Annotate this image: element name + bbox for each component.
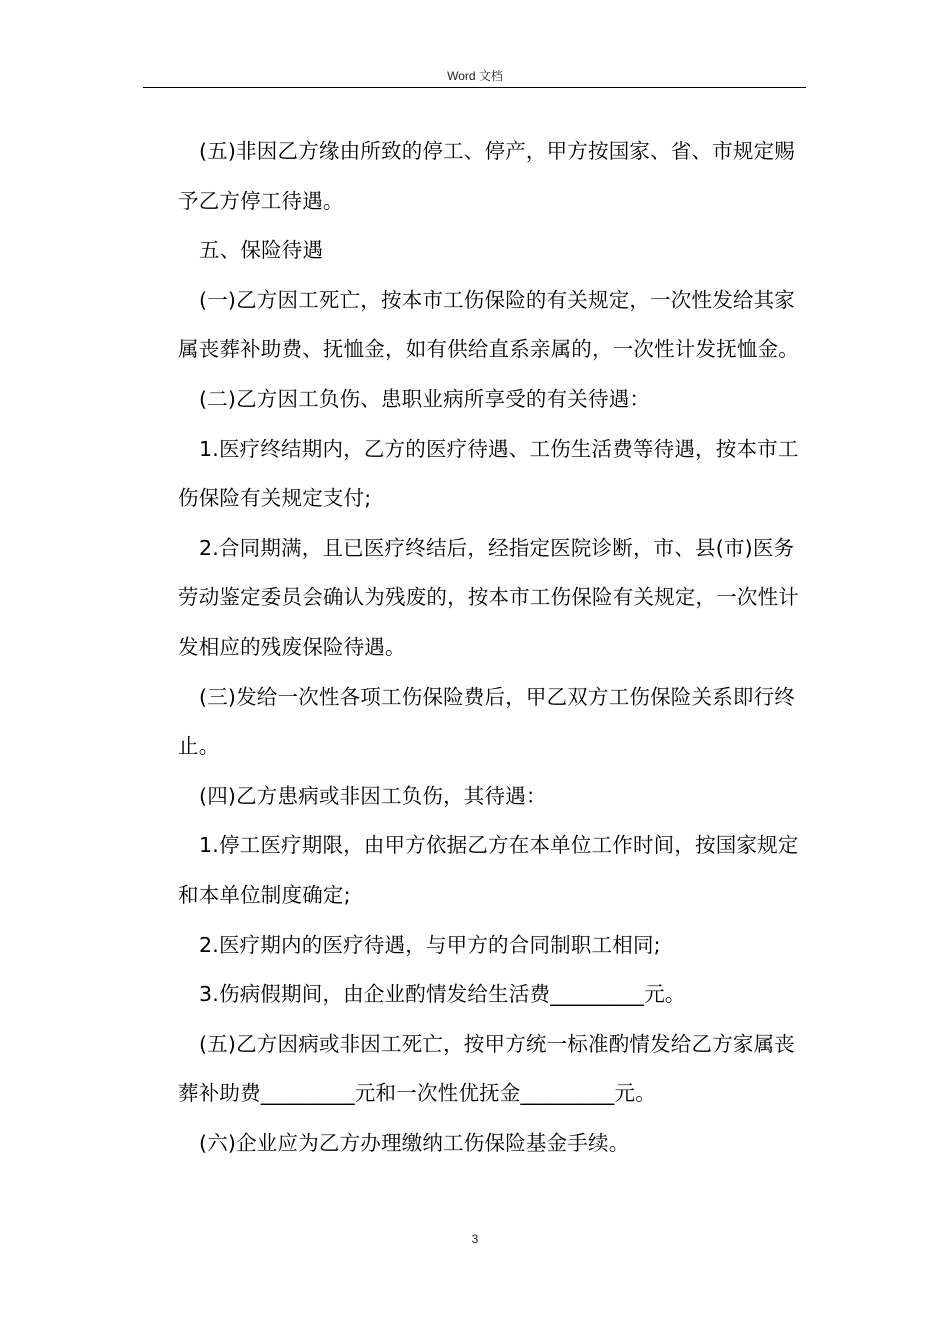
- paragraph-non-duty-death: (五)乙方因病或非因工死亡，按甲方统一标准酌情发给乙方家属丧葬补助费_________元和一次性优抚金_________元。: [178, 1031, 795, 1106]
- paragraph-insurance-fund: (六)企业应为乙方办理缴纳工伤保险基金手续。: [199, 1130, 630, 1155]
- paragraph-illness-item-1: 1.停工医疗期限，由甲方依据乙方在本单位工作时间，按国家规定和本单位制度确定;: [178, 833, 799, 907]
- header-title: Word 文档: [447, 69, 503, 83]
- paragraph-injury-benefits: (二)乙方因工负伤、患职业病所享受的有关待遇：: [199, 386, 651, 411]
- paragraph-shutdown-treatment: (五)非因乙方缘由所致的停工、停产，甲方按国家、省、市规定赐予乙方停工待遇。: [178, 139, 795, 213]
- paragraph-illness-benefits: (四)乙方患病或非因工负伤，其待遇：: [199, 783, 547, 808]
- paragraph-death-on-duty: (一)乙方因工死亡，按本市工伤保险的有关规定，一次性发给其家属丧葬补助费、抚恤金，如有供给直系亲属的，一次性计发抚恤金。: [178, 287, 799, 362]
- paragraph-injury-item-1: 1.医疗终结期内，乙方的医疗待遇、工伤生活费等待遇，按本市工伤保险有关规定支付;: [178, 436, 799, 511]
- header-divider: [143, 87, 806, 88]
- paragraph-injury-item-2: 2.合同期满，且已医疗终结后，经指定医院诊断，市、县(市)医务劳动鉴定委员会确认为残废的，按本市工伤保险有关规定，一次性计发相应的残废保险待遇。: [178, 535, 799, 659]
- document-body: [178, 127, 808, 1168]
- page-number: 3: [471, 1232, 479, 1246]
- section-heading-insurance: 五、保险待遇: [199, 238, 324, 263]
- paragraph-illness-item-2: 2.医疗期内的医疗待遇，与甲方的合同制职工相同;: [199, 932, 661, 957]
- paragraph-illness-item-3: 3.伤病假期间，由企业酌情发给生活费_________元。: [199, 982, 686, 1007]
- paragraph-termination: (三)发给一次性各项工伤保险费后，甲乙双方工伤保险关系即行终止。: [178, 684, 795, 759]
